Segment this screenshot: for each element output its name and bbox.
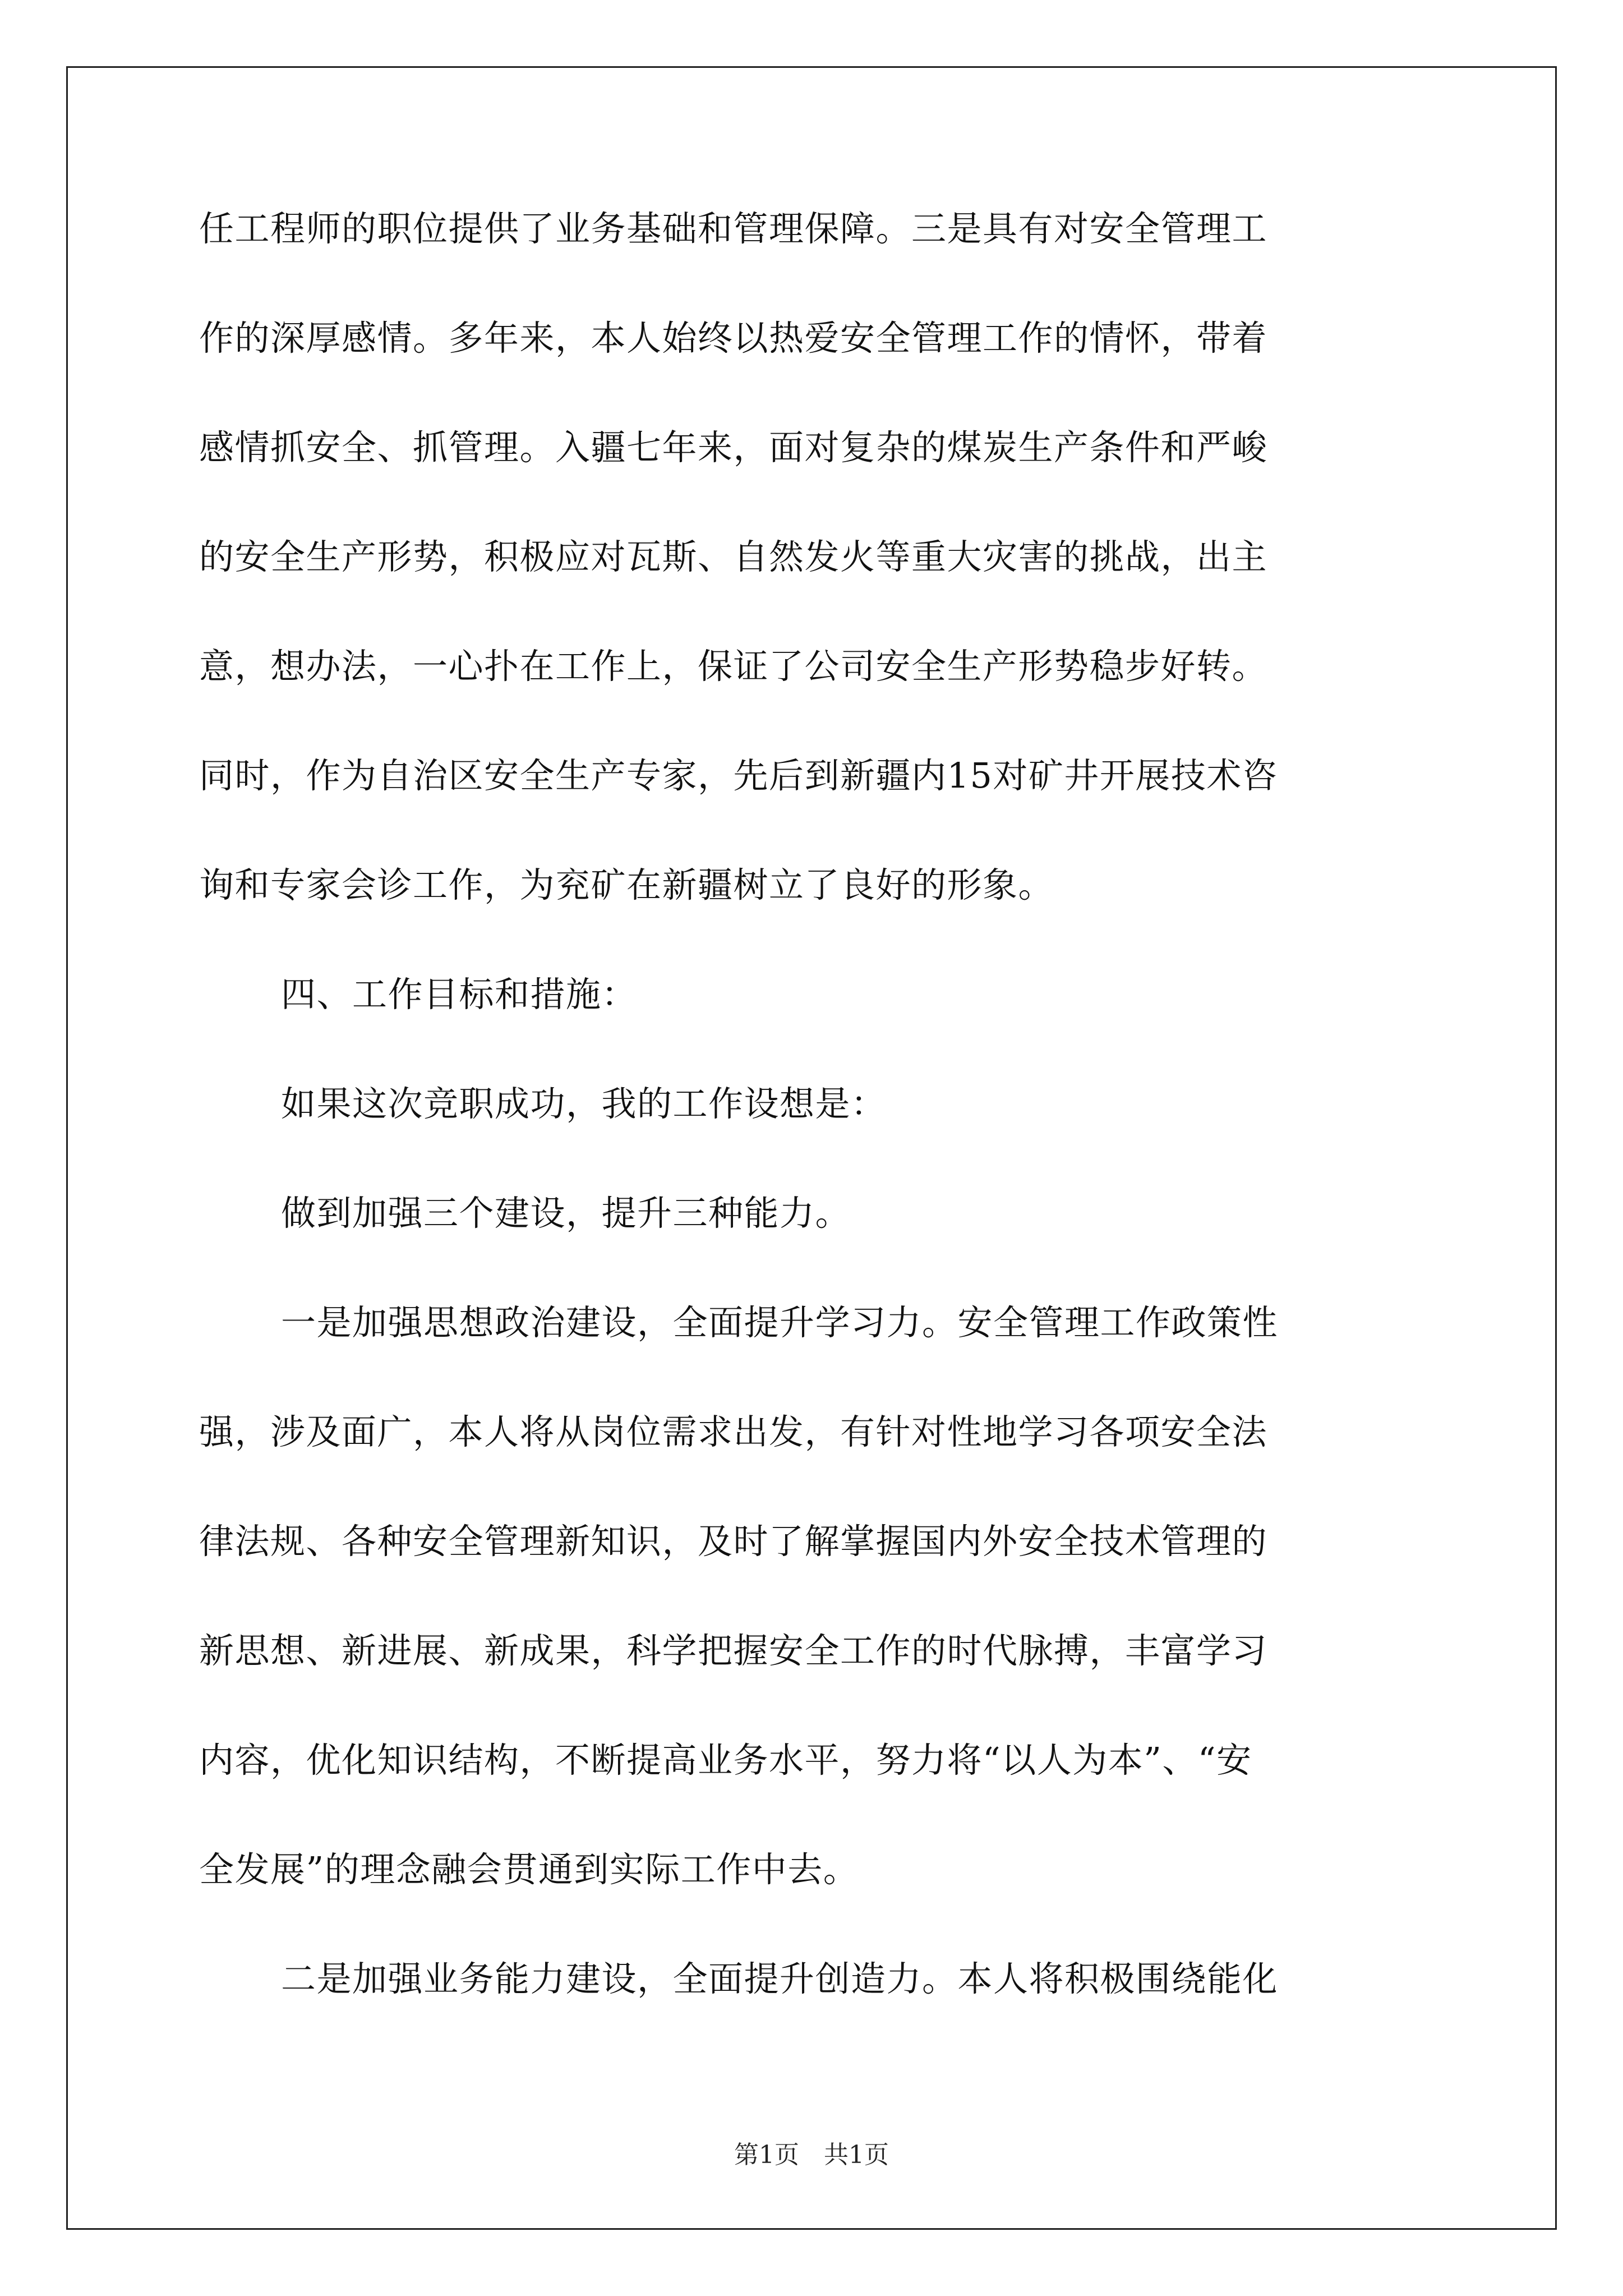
body-line: 全发展”的理念融会贯通到实际工作中去。 — [199, 1849, 859, 1890]
body-line: 感情抓安全、抓管理。入疆七年来，面对复杂的煤炭生产条件和严峻 — [199, 427, 1268, 468]
body-line: 意，想办法，一心扑在工作上，保证了公司安全生产形势稳步好转。 — [199, 646, 1268, 687]
body-line: 同时，作为自治区安全生产专家，先后到新疆内15对矿井开展技术咨 — [199, 755, 1278, 796]
paragraph-line: 二是加强业务能力建设，全面提升创造力。本人将积极围绕能化 — [281, 1958, 1279, 1999]
page-number: 第1页 共1页 — [734, 2141, 889, 2169]
body-line: 内容，优化知识结构，不断提高业务水平，努力将“以人为本”、“安 — [199, 1740, 1252, 1780]
paragraph-line: 一是加强思想政治建设，全面提升学习力。安全管理工作政策性 — [281, 1302, 1279, 1343]
body-line: 律法规、各种安全管理新知识，及时了解掌握国内外安全技术管理的 — [199, 1521, 1268, 1562]
body-line: 强，涉及面广，本人将从岗位需求出发，有针对性地学习各项安全法 — [199, 1411, 1268, 1452]
body-line: 的安全生产形势，积极应对瓦斯、自然发火等重大灾害的挑战，出主 — [199, 536, 1268, 577]
paragraph-line: 如果这次竞职成功，我的工作设想是： — [281, 1083, 887, 1124]
section-heading: 四、工作目标和措施： — [281, 974, 638, 1015]
page-border — [66, 66, 1557, 2230]
body-line: 新思想、新进展、新成果，科学把握安全工作的时代脉搏，丰富学习 — [199, 1630, 1268, 1671]
body-line: 任工程师的职位提供了业务基础和管理保障。三是具有对安全管理工 — [199, 208, 1268, 249]
paragraph-line: 做到加强三个建设，提升三种能力。 — [281, 1193, 851, 1234]
body-line: 询和专家会诊工作，为兖矿在新疆树立了良好的形象。 — [199, 864, 1054, 905]
body-line: 作的深厚感情。多年来，本人始终以热爱安全管理工作的情怀，带着 — [199, 318, 1268, 358]
